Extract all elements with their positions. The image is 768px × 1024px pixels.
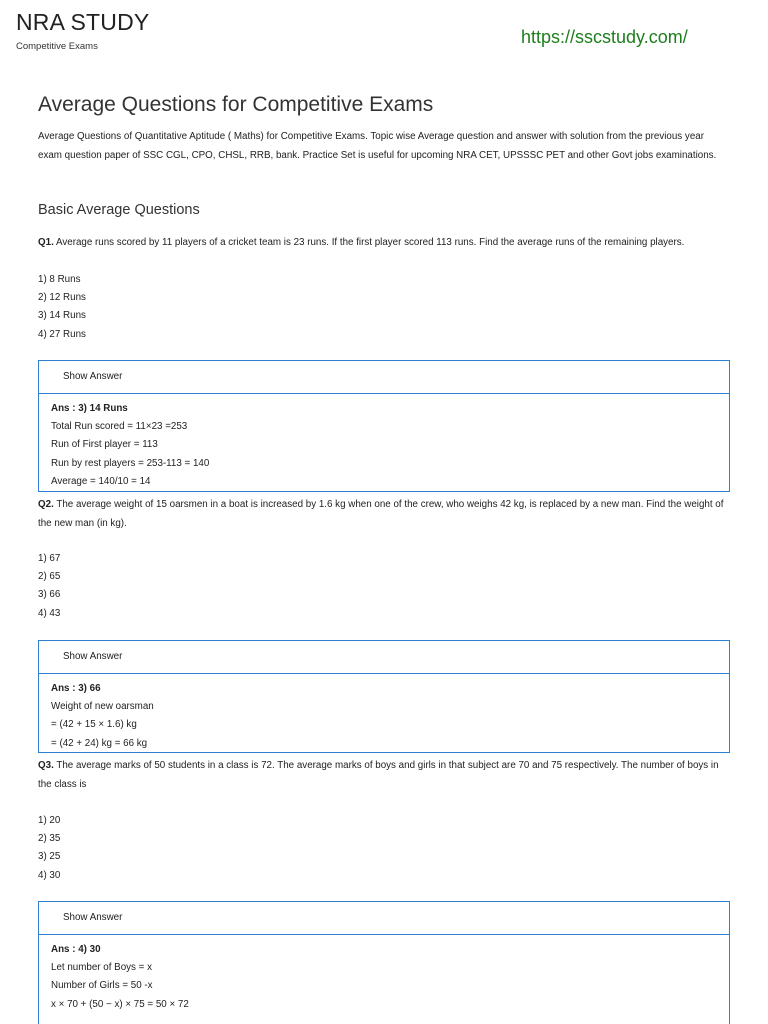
answer-heading: Ans : 4) 30 <box>51 944 101 955</box>
question-number: Q2. <box>38 499 54 510</box>
question-1 <box>38 234 732 253</box>
options-list-2 <box>38 550 60 623</box>
option-item: 2) 12 Runs <box>38 292 86 304</box>
site-tagline: Competitive Exams <box>16 41 98 52</box>
site-title[interactable]: NRA STUDY <box>16 9 150 35</box>
question-3 <box>38 757 732 794</box>
option-item: 1) 20 <box>38 815 61 826</box>
solution-line: = (42 + 15 × 1.6) kg <box>51 719 137 731</box>
answer-box-2 <box>38 640 730 753</box>
solution-line: Run by rest players = 253-113 = 140 <box>51 457 210 469</box>
answer-box-3 <box>38 901 730 1024</box>
answer-heading: Ans : 3) 66 <box>51 683 101 694</box>
solution-line: Run of First player = 113 <box>51 439 158 451</box>
show-answer-button[interactable]: Show Answer <box>39 361 729 394</box>
answer-body <box>39 935 729 1014</box>
solution-line: x × 70 + (50 − x) × 75 = 50 × 72 <box>51 998 189 1010</box>
solution-line: Weight of new oarsman <box>51 701 154 713</box>
intro-paragraph: Average Questions of Quantitative Aptitude ( Maths) for Competitive Exams. Topic wise Average question and answer with solution from the previous year exam question paper of SSC CGL, CPO, CHSL, RRB, bank. Practice Set is useful for upcoming NRA CET, UPSSSC PET and other Govt jobs examinations. <box>38 131 717 161</box>
question-text: The average weight of 15 oarsmen in a boat is increased by 1.6 kg when one of the crew, who weighs 42 kg, is replaced by a new man. Find the weight of the new man (in kg). <box>38 499 724 529</box>
option-item: 4) 27 Runs <box>38 328 86 340</box>
show-answer-button[interactable]: Show Answer <box>39 641 729 674</box>
question-number: Q3. <box>38 760 54 771</box>
option-item: 3) 25 <box>38 851 61 863</box>
solution-line: Let number of Boys = x <box>51 962 153 974</box>
solution-line: Number of Girls = 50 -x <box>51 980 153 992</box>
option-item: 2) 35 <box>38 833 61 845</box>
site-url-link[interactable]: https://sscstudy.com/ <box>521 27 688 47</box>
answer-box-1 <box>38 360 730 492</box>
answer-body <box>39 674 729 753</box>
option-item: 2) 65 <box>38 571 61 583</box>
option-item: 4) 30 <box>38 869 61 881</box>
site-header <box>0 0 768 60</box>
solution-line: = (42 + 24) kg = 66 kg <box>51 737 148 749</box>
answer-body <box>39 394 729 491</box>
option-item: 4) 43 <box>38 607 61 619</box>
show-answer-button[interactable]: Show Answer <box>39 902 729 935</box>
answer-heading: Ans : 3) 14 Runs <box>51 403 128 414</box>
option-item: 1) 67 <box>38 553 61 564</box>
option-item: 3) 66 <box>38 589 61 601</box>
solution-line: Average = 140/10 = 14 <box>51 475 151 487</box>
option-item: 3) 14 Runs <box>38 310 86 322</box>
question-text: The average marks of 50 students in a class is 72. The average marks of boys and girls in that subject are 70 and 75 respectively. The number of boys in the class is <box>38 760 719 790</box>
solution-line: Total Run scored = 11×23 =253 <box>51 421 188 433</box>
section-title: Basic Average Questions <box>38 202 200 218</box>
options-list-3 <box>38 812 60 885</box>
question-text: Average runs scored by 11 players of a cricket team is 23 runs. If the first player scored 113 runs. Find the average runs of the remaining players. <box>55 237 685 248</box>
page-title: Average Questions for Competitive Exams <box>38 93 434 116</box>
question-2 <box>38 496 732 533</box>
question-number: Q1. <box>38 237 54 248</box>
option-item: 1) 8 Runs <box>38 274 81 285</box>
options-list-1 <box>38 271 86 344</box>
